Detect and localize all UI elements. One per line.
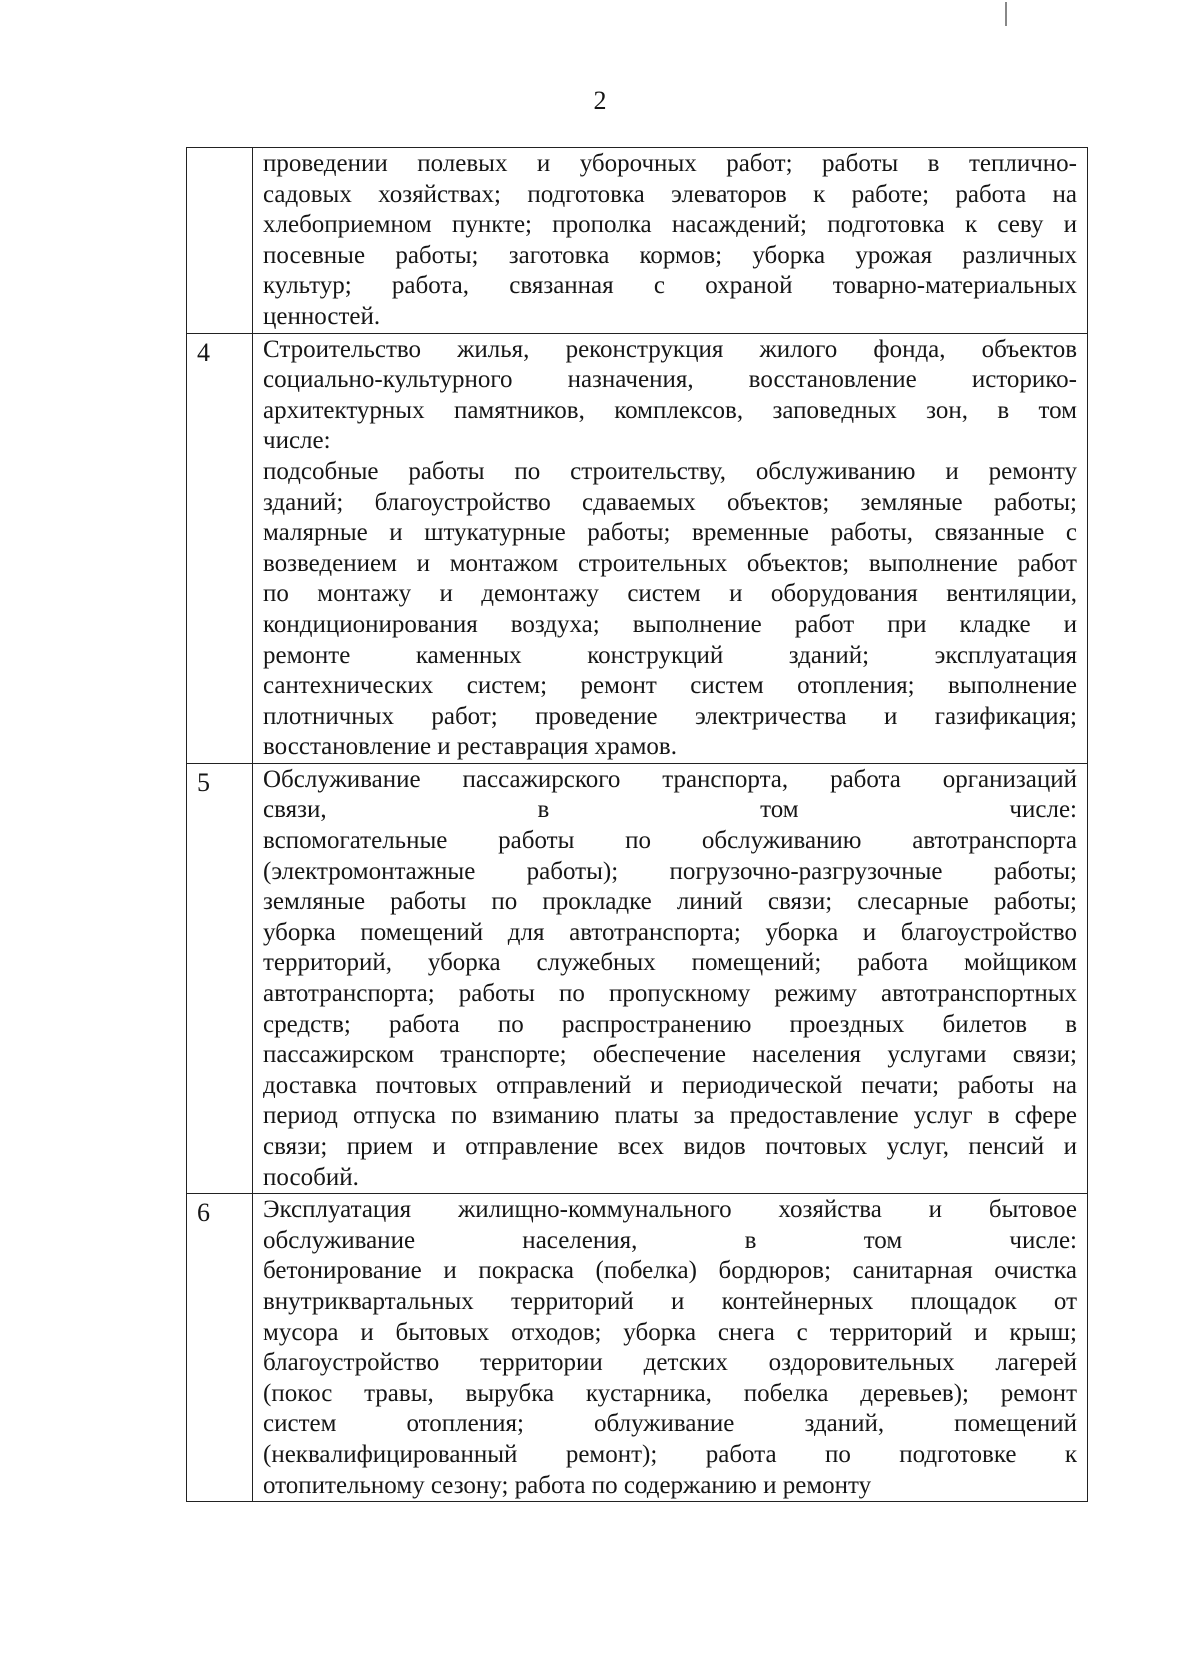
row-number-cell [187, 148, 253, 334]
text-line: автотранспорта; работы по пропускному режиму автотранспортных [263, 980, 1077, 1008]
text-line: числе: [263, 427, 331, 455]
row-number-cell [187, 1194, 253, 1502]
text-line: хлебоприемном пункте; прополка насаждений; подготовка к севу и [263, 211, 1077, 239]
row-description [253, 148, 1087, 333]
text-line: мусора и бытовых отходов; уборка снега с территорий и крыш; [263, 1318, 1077, 1346]
text-line: подсобные работы по строительству, обслуживанию и ремонту [263, 457, 1077, 485]
text-line: пособий. [263, 1163, 359, 1191]
text-line: отопительному сезону; работа по содержанию и ремонту [263, 1471, 872, 1499]
text-line: пассажирском транспорте; обеспечение населения услугами связи; [263, 1041, 1077, 1069]
row-number-cell [187, 763, 253, 1193]
page-number: 2 [593, 86, 607, 115]
row-number-cell [187, 333, 253, 763]
row-description [253, 764, 1087, 1193]
text-line: благоустройство территории детских оздоровительных лагерей [263, 1349, 1077, 1377]
row-description-cell [253, 1194, 1088, 1502]
row-description-cell [253, 763, 1088, 1193]
text-line: возведением и монтажом строительных объектов; выполнение работ [263, 549, 1077, 577]
text-line: Строительство жилья, реконструкция жилого фонда, объектов [263, 335, 1077, 363]
text-line: сантехнических систем; ремонт систем отопления; выполнение [263, 672, 1077, 700]
text-line: бетонирование и покраска (побелка) бордюров; санитарная очистка [263, 1257, 1077, 1285]
text-line: связи; прием и отправление всех видов почтовых услуг, пенсий и [263, 1133, 1077, 1160]
text-line: доставка почтовых отправлений и периодической печати; работы на [263, 1071, 1077, 1099]
row-description [253, 1194, 1087, 1501]
text-line: ремонте каменных конструкций зданий; эксплуатация [263, 641, 1077, 669]
row-description-cell [253, 333, 1088, 763]
text-line: проведении полевых и уборочных работ; работы в теплично- [263, 150, 1077, 177]
text-line: средств; работа по распространению проездных билетов в [263, 1010, 1077, 1038]
text-line: внутриквартальных территорий и контейнерных площадок от [263, 1287, 1077, 1315]
row-description [253, 334, 1087, 763]
row-number: 4 [197, 337, 210, 367]
text-line: (электромонтажные работы); погрузочно-разгрузочные работы; [263, 857, 1077, 885]
row-number: 6 [197, 1198, 210, 1228]
text-line: (покос травы, вырубка кустарника, побелка деревьев); ремонт [263, 1379, 1077, 1407]
text-line: земляные работы по прокладке линий связи; слесарные работы; [263, 888, 1077, 916]
table-row [187, 1194, 1088, 1502]
activities-table [186, 147, 1088, 1502]
row-number: 5 [197, 767, 210, 797]
table-row [187, 333, 1088, 763]
text-line: (неквалифицированный ремонт); работа по подготовке к [263, 1440, 1077, 1468]
text-line: территорий, уборка служебных помещений; работа мойщиком [263, 949, 1077, 977]
table-row [187, 148, 1088, 334]
text-line: архитектурных памятников, комплексов, заповедных зон, в том [263, 396, 1077, 424]
text-line: обслуживание населения, в том числе: [263, 1226, 1077, 1254]
text-line: вспомогательные работы по обслуживанию автотранспорта [263, 827, 1077, 855]
text-line: Эксплуатация жилищно-коммунального хозяйства и бытовое [263, 1196, 1077, 1224]
text-line: восстановление и реставрация храмов. [263, 733, 677, 761]
text-line: связи, в том числе: [263, 796, 1077, 824]
text-line: зданий; благоустройство сдаваемых объектов; земляные работы; [263, 488, 1077, 516]
text-line: малярные и штукатурные работы; временные работы, связанные с [263, 519, 1077, 547]
text-line: Обслуживание пассажирского транспорта, работа организаций [263, 765, 1077, 793]
text-line: кондиционирования воздуха; выполнение работ при кладке и [263, 610, 1077, 638]
text-line: социально-культурного назначения, восстановление историко- [263, 366, 1077, 394]
text-line: садовых хозяйствах; подготовка элеваторов к работе; работа на [263, 180, 1077, 208]
table-row [187, 763, 1088, 1193]
scan-artifact-mark [1005, 2, 1007, 26]
text-line: посевные работы; заготовка кормов; уборка урожая различных [263, 241, 1077, 269]
text-line: по монтажу и демонтажу систем и оборудования вентиляции, [263, 580, 1077, 608]
text-line: культур; работа, связанная с охраной товарно-материальных [263, 272, 1077, 300]
text-line: период отпуска по взиманию платы за предоставление услуг в сфере [263, 1102, 1077, 1130]
row-number [187, 148, 252, 152]
text-line: плотничных работ; проведение электричества и газификация; [263, 702, 1077, 730]
table-body [187, 148, 1088, 1502]
text-line: ценностей. [263, 302, 381, 330]
text-line: систем отопления; облуживание зданий, помещений [263, 1410, 1077, 1438]
text-line: уборка помещений для автотранспорта; уборка и благоустройство [263, 918, 1077, 946]
row-description-cell [253, 148, 1088, 334]
